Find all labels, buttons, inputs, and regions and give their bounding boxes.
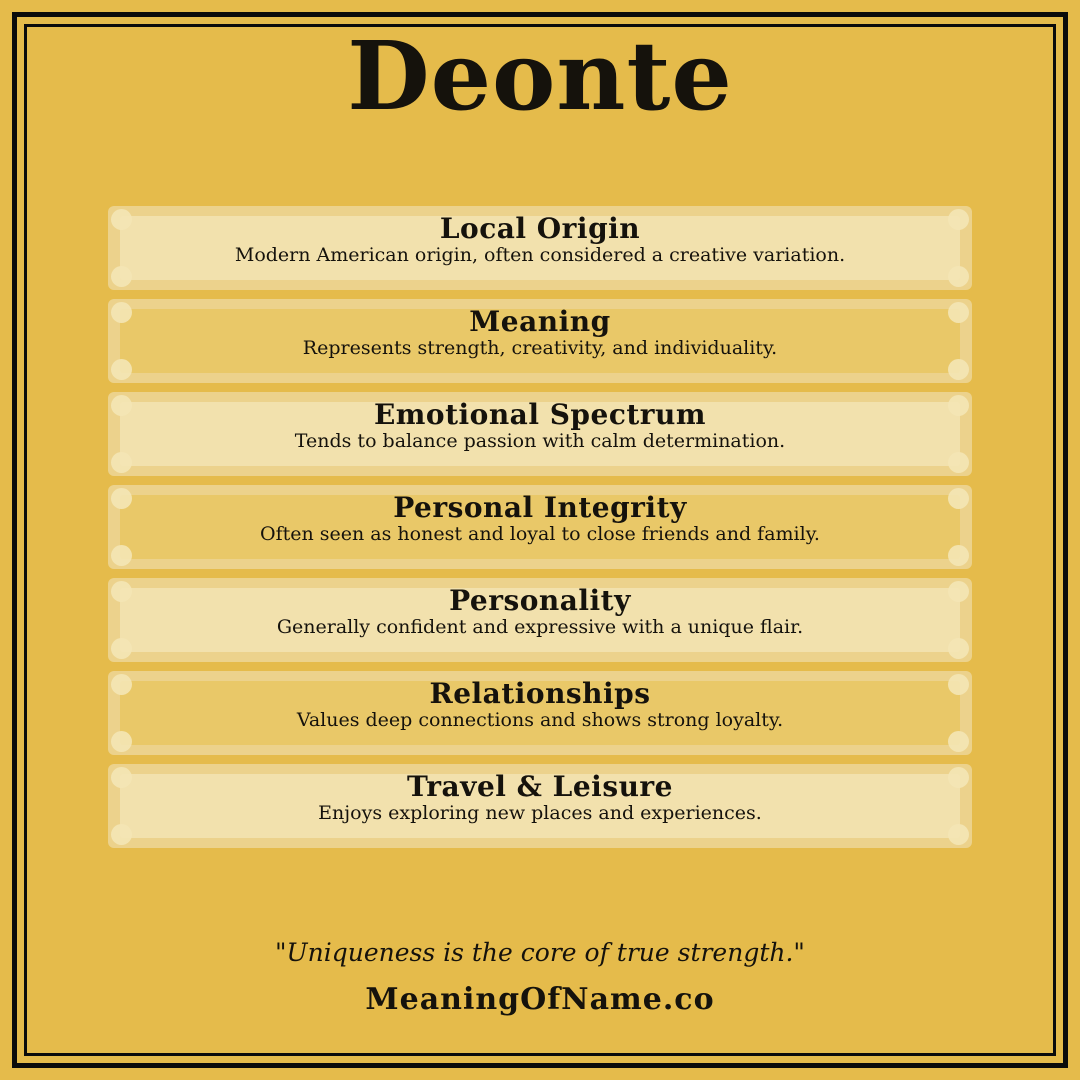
section-heading: Relationships [429, 677, 651, 710]
quote-text: "Uniqueness is the core of true strength." [275, 938, 805, 967]
section-card-text [108, 392, 972, 452]
section-card-text [108, 299, 972, 359]
section-description: Represents strength, creativity, and individuality. [302, 337, 778, 359]
section-heading: Meaning [469, 305, 611, 338]
section-description: Modern American origin, often considered a creative variation. [234, 244, 846, 266]
section-card-text [108, 206, 972, 266]
section-heading: Travel & Leisure [406, 770, 673, 803]
section-heading: Emotional Spectrum [373, 398, 707, 431]
rivet-icon [948, 824, 969, 845]
section-description: Often seen as honest and loyal to close friends and family. [260, 523, 820, 545]
section-card [108, 764, 972, 848]
rivet-icon [948, 731, 969, 752]
rivet-icon [111, 824, 132, 845]
rivet-icon [948, 359, 969, 380]
page-title: Deonte [347, 21, 733, 132]
section-card [108, 206, 972, 290]
section-description: Tends to balance passion with calm determination. [294, 430, 786, 452]
brand-footer: MeaningOfName.co [365, 982, 715, 1017]
rivet-icon [111, 545, 132, 566]
section-card-text [108, 764, 972, 824]
section-heading: Personal Integrity [393, 491, 687, 524]
section-heading: Personality [449, 584, 631, 617]
rivet-icon [948, 638, 969, 659]
section-card [108, 671, 972, 755]
section-card-text [108, 485, 972, 545]
section-card-text [108, 578, 972, 638]
section-card [108, 485, 972, 569]
rivet-icon [948, 452, 969, 473]
section-description: Generally confident and expressive with a unique flair. [276, 616, 804, 638]
rivet-icon [111, 266, 132, 287]
rivet-icon [111, 638, 132, 659]
rivet-icon [948, 545, 969, 566]
rivet-icon [948, 266, 969, 287]
section-card-list [108, 206, 972, 848]
section-card [108, 299, 972, 383]
rivet-icon [111, 731, 132, 752]
section-card-text [108, 671, 972, 731]
section-card [108, 392, 972, 476]
rivet-icon [111, 452, 132, 473]
rivet-icon [111, 359, 132, 380]
section-heading: Local Origin [439, 212, 641, 245]
section-description: Values deep connections and shows strong loyalty. [296, 709, 784, 731]
section-card [108, 578, 972, 662]
section-description: Enjoys exploring new places and experiences. [318, 802, 762, 824]
